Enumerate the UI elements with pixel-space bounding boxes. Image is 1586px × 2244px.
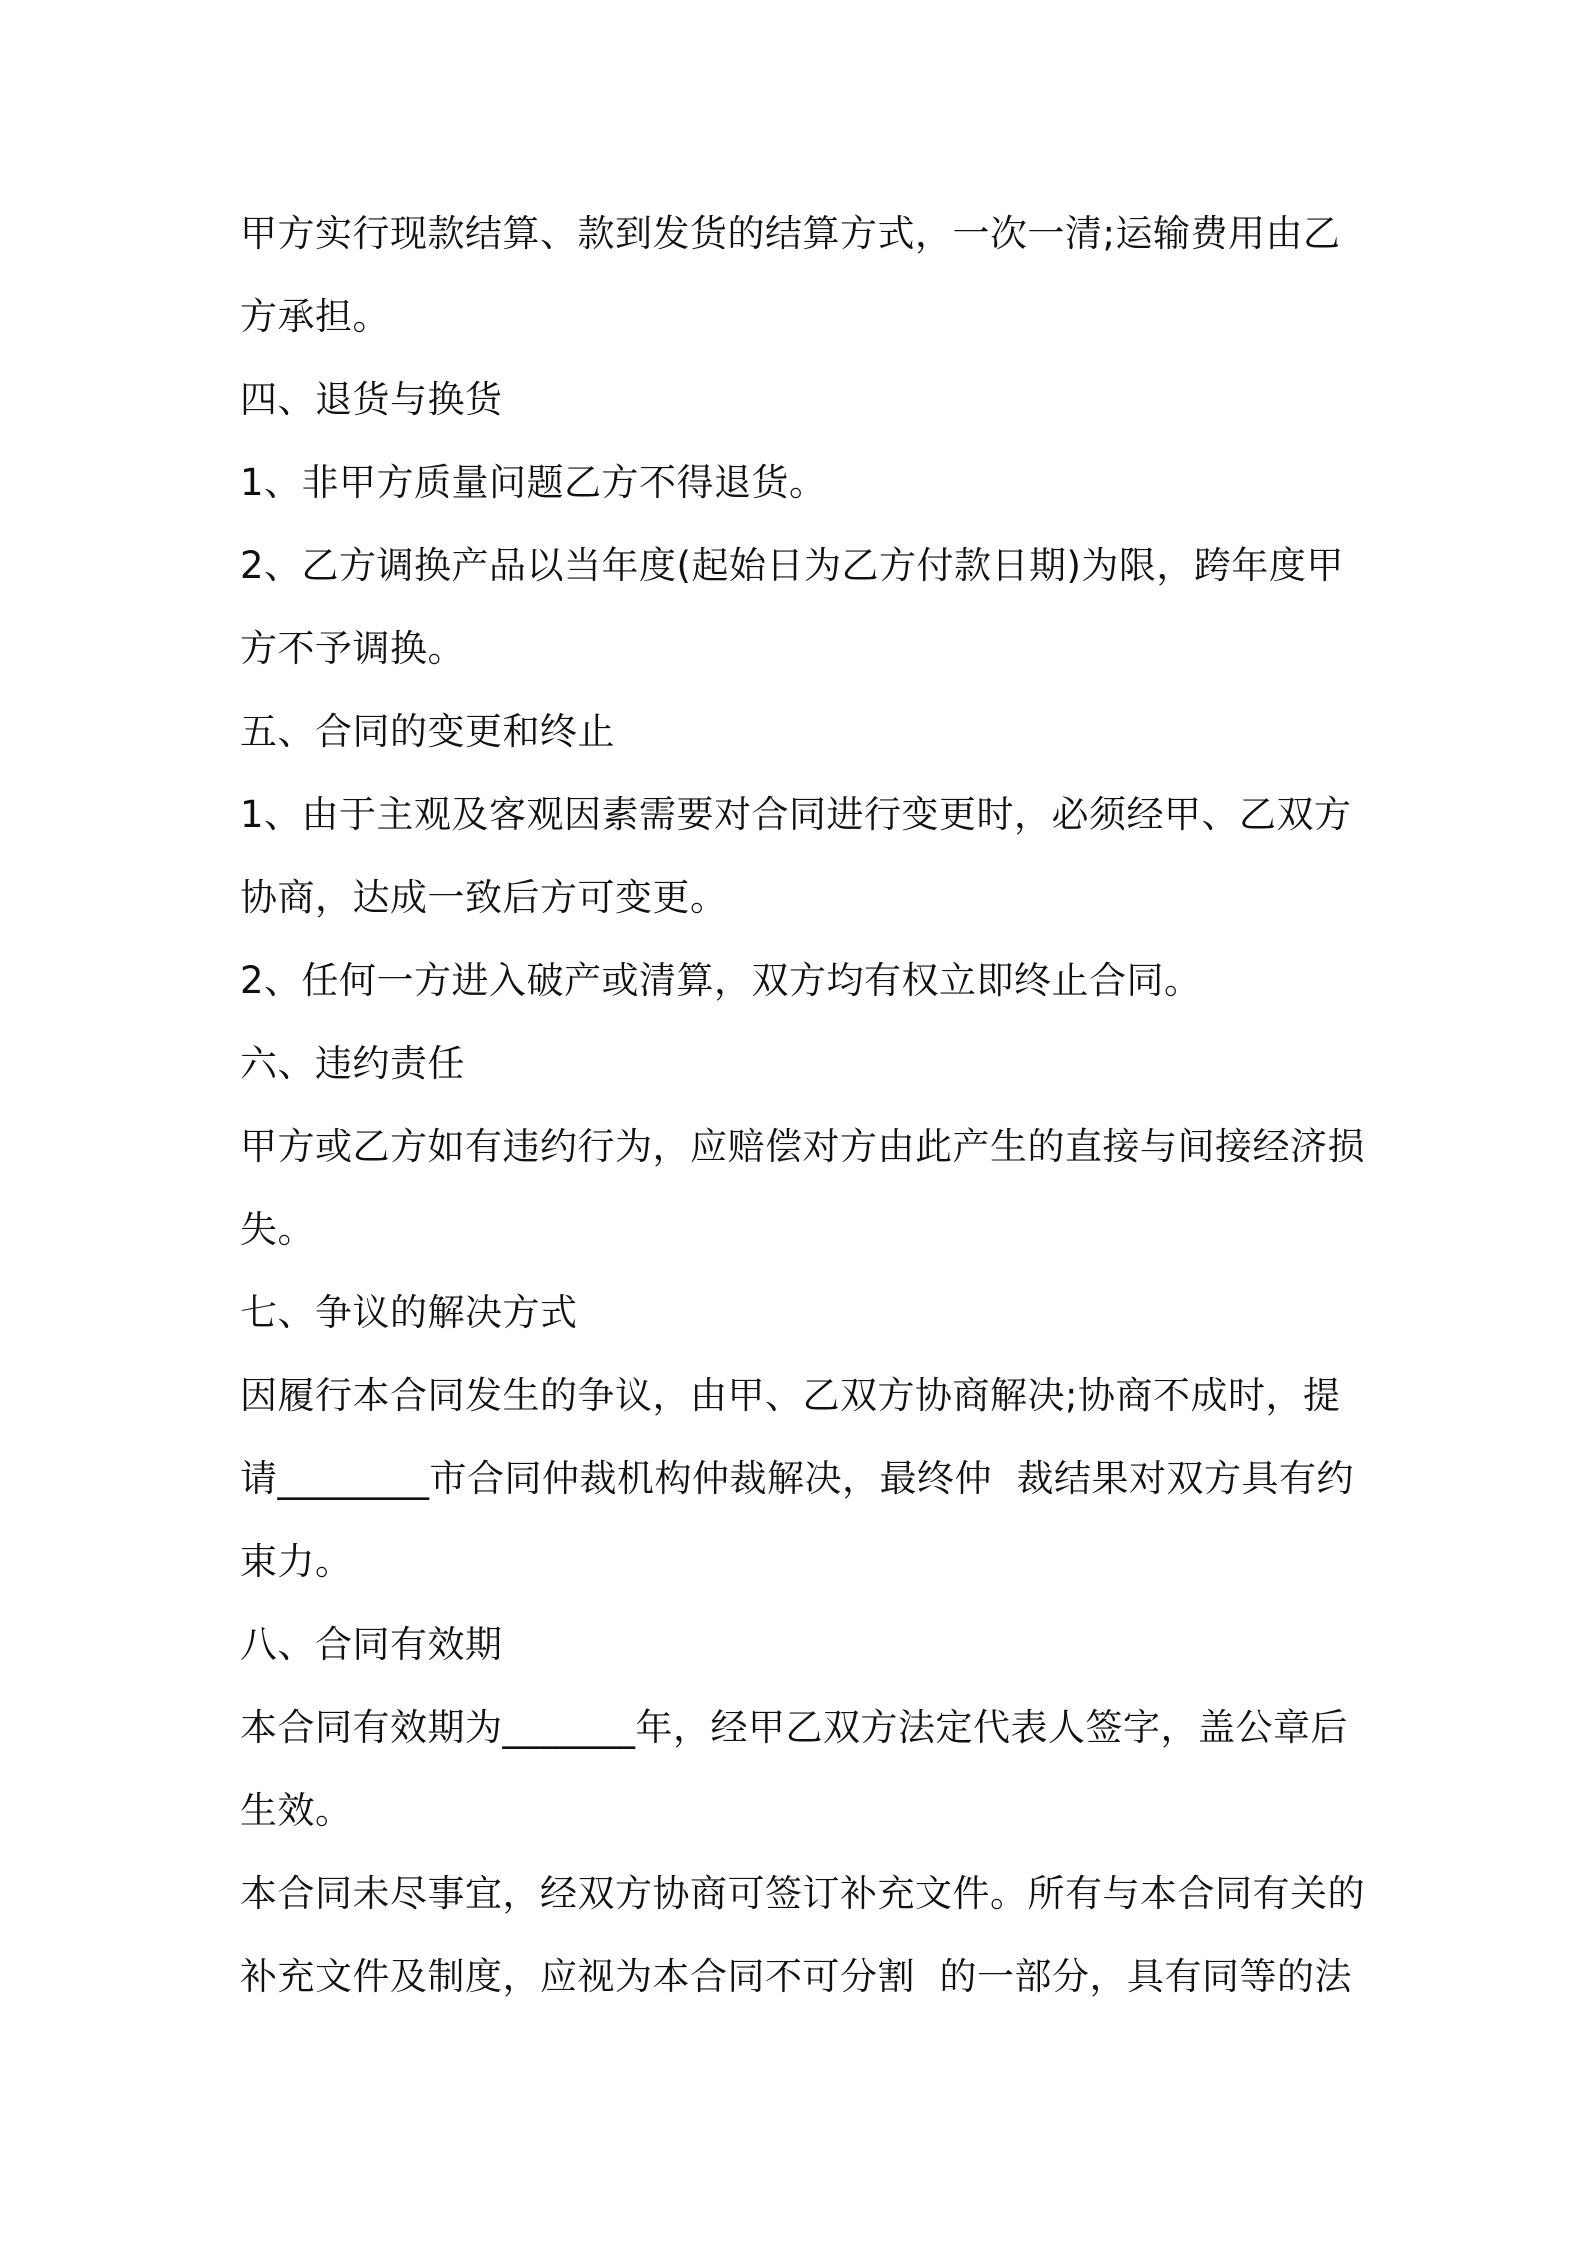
paragraph-line: 2、乙方调换产品以当年度(起始日为乙方付款日期)为限，跨年度甲 bbox=[240, 544, 1344, 587]
section-heading-returns: 四、退货与换货 bbox=[240, 378, 503, 421]
contract-text-body bbox=[240, 192, 1365, 2018]
paragraph-line: 请________市合同仲裁机构仲裁解决，最终仲 裁结果对双方具有约 bbox=[240, 1457, 1355, 1500]
paragraph-line: 因履行本合同发生的争议，由甲、乙双方协商解决;协商不成时，提 bbox=[240, 1374, 1341, 1417]
section-heading-liability: 六、违约责任 bbox=[240, 1042, 465, 1085]
paragraph-line: 甲方或乙方如有违约行为，应赔偿对方由此产生的直接与间接经济损 bbox=[240, 1125, 1365, 1168]
paragraph-line: 补充文件及制度，应视为本合同不可分割 的一部分，具有同等的法 bbox=[240, 1955, 1353, 1998]
paragraph-line: 方不予调换。 bbox=[240, 627, 465, 670]
section-heading-dispute: 七、争议的解决方式 bbox=[240, 1291, 578, 1334]
section-heading-change-termination: 五、合同的变更和终止 bbox=[240, 710, 615, 753]
paragraph-line: 方承担。 bbox=[240, 295, 390, 338]
paragraph-line: 1、由于主观及客观因素需要对合同进行变更时，必须经甲、乙双方 bbox=[240, 793, 1352, 836]
paragraph-line: 1、非甲方质量问题乙方不得退货。 bbox=[240, 461, 827, 504]
paragraph-line: 甲方实行现款结算、款到发货的结算方式，一次一清;运输费用由乙 bbox=[240, 212, 1341, 255]
paragraph-line: 本合同未尽事宜，经双方协商可签订补充文件。所有与本合同有关的 bbox=[240, 1872, 1365, 1915]
paragraph-line: 生效。 bbox=[240, 1789, 353, 1832]
paragraph-line: 失。 bbox=[240, 1208, 315, 1251]
section-heading-validity: 八、合同有效期 bbox=[240, 1623, 503, 1666]
paragraph-line: 协商，达成一致后方可变更。 bbox=[240, 876, 728, 919]
paragraph-line: 2、任何一方进入破产或清算，双方均有权立即终止合同。 bbox=[240, 959, 1202, 1002]
paragraph-line: 束力。 bbox=[240, 1540, 353, 1583]
paragraph-line: 本合同有效期为_______年，经甲乙双方法定代表人签字，盖公章后 bbox=[240, 1706, 1348, 1749]
